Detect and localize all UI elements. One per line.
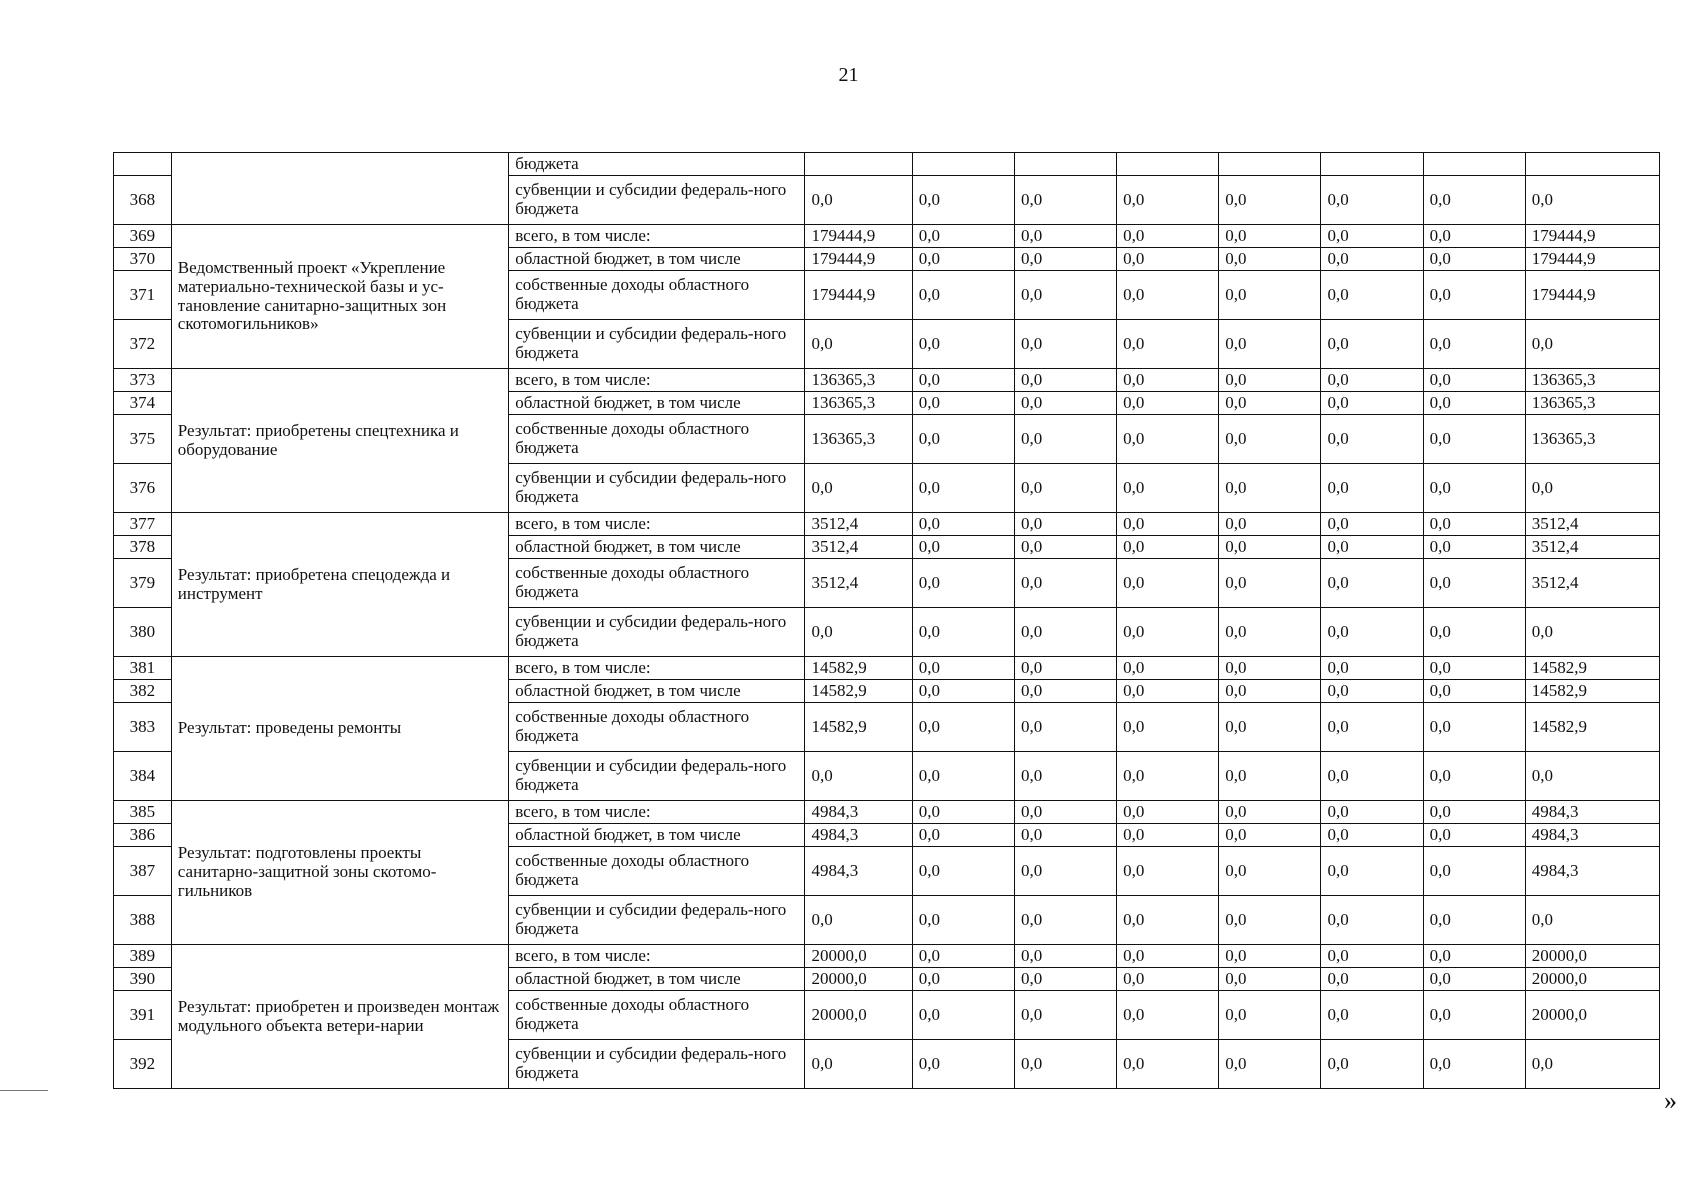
value-cell: 0,0: [1014, 1040, 1116, 1089]
value-cell: 0,0: [1525, 752, 1659, 801]
value-cell: 0,0: [912, 991, 1014, 1040]
row-number-cell: 390: [114, 968, 172, 991]
value-cell: 3512,4: [1525, 513, 1659, 536]
value-cell: 0,0: [1525, 1040, 1659, 1089]
value-cell: [1014, 153, 1116, 176]
value-cell: 14582,9: [1525, 703, 1659, 752]
value-cell: 0,0: [1219, 271, 1321, 320]
row-number-cell: [114, 153, 172, 176]
value-cell: 0,0: [912, 608, 1014, 657]
value-cell: 0,0: [1014, 320, 1116, 369]
row-number-cell: 388: [114, 896, 172, 945]
item-name-cell: Результат: проведены ремонты: [171, 657, 508, 801]
value-cell: 136365,3: [1525, 369, 1659, 392]
value-cell: 0,0: [1525, 896, 1659, 945]
row-number-cell: 369: [114, 225, 172, 248]
funding-source-cell: собственные доходы областного бюджета: [509, 703, 805, 752]
value-cell: 0,0: [1219, 824, 1321, 847]
value-cell: 0,0: [1321, 657, 1423, 680]
value-cell: 0,0: [1423, 559, 1525, 608]
row-number-cell: 377: [114, 513, 172, 536]
value-cell: 0,0: [1423, 847, 1525, 896]
value-cell: 0,0: [1014, 968, 1116, 991]
value-cell: 0,0: [912, 847, 1014, 896]
value-cell: [1321, 153, 1423, 176]
row-number-cell: 381: [114, 657, 172, 680]
value-cell: 0,0: [1423, 513, 1525, 536]
funding-source-cell: областной бюджет, в том числе: [509, 392, 805, 415]
value-cell: 0,0: [1219, 991, 1321, 1040]
value-cell: 0,0: [1014, 464, 1116, 513]
value-cell: 0,0: [1117, 847, 1219, 896]
value-cell: 0,0: [912, 415, 1014, 464]
value-cell: 0,0: [1014, 991, 1116, 1040]
table-row: [114, 369, 1660, 392]
value-cell: 0,0: [1423, 608, 1525, 657]
value-cell: 0,0: [1117, 680, 1219, 703]
value-cell: 0,0: [1219, 464, 1321, 513]
value-cell: 0,0: [1219, 968, 1321, 991]
value-cell: 0,0: [1219, 559, 1321, 608]
value-cell: 0,0: [1014, 824, 1116, 847]
row-number-cell: 376: [114, 464, 172, 513]
value-cell: 0,0: [1117, 968, 1219, 991]
value-cell: 0,0: [1117, 1040, 1219, 1089]
value-cell: 0,0: [1117, 415, 1219, 464]
value-cell: 0,0: [1423, 320, 1525, 369]
value-cell: 0,0: [912, 703, 1014, 752]
table-row: [114, 225, 1660, 248]
value-cell: 0,0: [1219, 801, 1321, 824]
value-cell: 4984,3: [805, 847, 912, 896]
row-number-cell: 372: [114, 320, 172, 369]
funding-source-cell: собственные доходы областного бюджета: [509, 271, 805, 320]
funding-source-cell: всего, в том числе:: [509, 801, 805, 824]
value-cell: 0,0: [1014, 608, 1116, 657]
value-cell: 0,0: [1423, 176, 1525, 225]
value-cell: 0,0: [805, 464, 912, 513]
value-cell: 14582,9: [1525, 680, 1659, 703]
funding-source-cell: субвенции и субсидии федераль-ного бюджета: [509, 752, 805, 801]
row-number-cell: 374: [114, 392, 172, 415]
value-cell: 0,0: [1219, 392, 1321, 415]
value-cell: 0,0: [1219, 536, 1321, 559]
value-cell: 14582,9: [805, 703, 912, 752]
value-cell: 0,0: [1423, 1040, 1525, 1089]
value-cell: 0,0: [805, 320, 912, 369]
value-cell: [1423, 153, 1525, 176]
scan-margin-line: [0, 1090, 48, 1091]
row-number-cell: 375: [114, 415, 172, 464]
value-cell: 20000,0: [805, 968, 912, 991]
value-cell: 0,0: [1219, 225, 1321, 248]
value-cell: 0,0: [1219, 513, 1321, 536]
row-number-cell: 371: [114, 271, 172, 320]
funding-source-cell: субвенции и субсидии федераль-ного бюджета: [509, 608, 805, 657]
funding-source-cell: субвенции и субсидии федераль-ного бюджета: [509, 320, 805, 369]
value-cell: 0,0: [1014, 559, 1116, 608]
table-row: [114, 801, 1660, 824]
value-cell: 0,0: [1014, 752, 1116, 801]
funding-source-cell: собственные доходы областного бюджета: [509, 415, 805, 464]
funding-source-cell: бюджета: [509, 153, 805, 176]
row-number-cell: 389: [114, 945, 172, 968]
value-cell: 0,0: [1117, 896, 1219, 945]
value-cell: 0,0: [1219, 680, 1321, 703]
row-number-cell: 383: [114, 703, 172, 752]
funding-source-cell: всего, в том числе:: [509, 369, 805, 392]
value-cell: 0,0: [1423, 392, 1525, 415]
row-number-cell: 386: [114, 824, 172, 847]
value-cell: 0,0: [1321, 225, 1423, 248]
table-row: [114, 513, 1660, 536]
value-cell: 14582,9: [805, 657, 912, 680]
row-number-cell: 379: [114, 559, 172, 608]
value-cell: [1117, 153, 1219, 176]
value-cell: 0,0: [1117, 991, 1219, 1040]
value-cell: 0,0: [1423, 991, 1525, 1040]
value-cell: 0,0: [1014, 896, 1116, 945]
value-cell: 0,0: [1219, 896, 1321, 945]
value-cell: 0,0: [1117, 271, 1219, 320]
value-cell: 3512,4: [805, 513, 912, 536]
value-cell: 136365,3: [1525, 415, 1659, 464]
budget-table-body: [114, 153, 1660, 1089]
value-cell: 0,0: [912, 320, 1014, 369]
value-cell: 0,0: [1321, 945, 1423, 968]
value-cell: 0,0: [1525, 464, 1659, 513]
page-number: 21: [838, 64, 859, 86]
value-cell: 0,0: [1423, 369, 1525, 392]
funding-source-cell: субвенции и субсидии федераль-ного бюджета: [509, 176, 805, 225]
funding-source-cell: субвенции и субсидии федераль-ного бюджета: [509, 1040, 805, 1089]
value-cell: 0,0: [1321, 176, 1423, 225]
value-cell: 0,0: [912, 271, 1014, 320]
value-cell: 4984,3: [805, 801, 912, 824]
value-cell: 0,0: [912, 536, 1014, 559]
value-cell: 179444,9: [805, 225, 912, 248]
value-cell: 0,0: [1117, 320, 1219, 369]
value-cell: 179444,9: [805, 248, 912, 271]
item-name-cell: Результат: приобретен и произведен монтаж модульного объекта ветери-нарии: [171, 945, 508, 1089]
value-cell: 0,0: [1321, 680, 1423, 703]
value-cell: 0,0: [912, 680, 1014, 703]
value-cell: 0,0: [1219, 320, 1321, 369]
value-cell: 0,0: [1117, 248, 1219, 271]
value-cell: 20000,0: [1525, 945, 1659, 968]
funding-source-cell: всего, в том числе:: [509, 945, 805, 968]
row-number-cell: 380: [114, 608, 172, 657]
value-cell: 0,0: [1525, 320, 1659, 369]
value-cell: 0,0: [912, 464, 1014, 513]
table-row: [114, 945, 1660, 968]
value-cell: 0,0: [1117, 657, 1219, 680]
row-number-cell: 378: [114, 536, 172, 559]
value-cell: 0,0: [1321, 968, 1423, 991]
row-number-cell: 385: [114, 801, 172, 824]
value-cell: 0,0: [1321, 415, 1423, 464]
value-cell: 0,0: [1219, 176, 1321, 225]
value-cell: 0,0: [1423, 657, 1525, 680]
value-cell: 0,0: [912, 559, 1014, 608]
value-cell: 179444,9: [805, 271, 912, 320]
value-cell: 0,0: [1525, 176, 1659, 225]
value-cell: 0,0: [1423, 415, 1525, 464]
value-cell: 0,0: [1423, 801, 1525, 824]
value-cell: 0,0: [1014, 801, 1116, 824]
value-cell: 0,0: [1423, 248, 1525, 271]
value-cell: 14582,9: [805, 680, 912, 703]
value-cell: 179444,9: [1525, 225, 1659, 248]
row-number-cell: 382: [114, 680, 172, 703]
table-row: [114, 657, 1660, 680]
value-cell: 4984,3: [1525, 824, 1659, 847]
row-number-cell: 387: [114, 847, 172, 896]
value-cell: 0,0: [805, 1040, 912, 1089]
funding-source-cell: областной бюджет, в том числе: [509, 536, 805, 559]
value-cell: 0,0: [1014, 536, 1116, 559]
value-cell: 136365,3: [805, 415, 912, 464]
value-cell: 14582,9: [1525, 657, 1659, 680]
value-cell: 0,0: [912, 369, 1014, 392]
value-cell: 20000,0: [1525, 991, 1659, 1040]
value-cell: 0,0: [1321, 513, 1423, 536]
value-cell: 0,0: [1117, 945, 1219, 968]
value-cell: 0,0: [1525, 608, 1659, 657]
item-name-cell: Результат: приобретены спецтехника и оборудование: [171, 369, 508, 513]
value-cell: 0,0: [1321, 320, 1423, 369]
value-cell: 0,0: [912, 392, 1014, 415]
value-cell: 20000,0: [805, 945, 912, 968]
value-cell: 0,0: [1014, 513, 1116, 536]
value-cell: 0,0: [1423, 680, 1525, 703]
closing-quote: »: [1664, 1086, 1677, 1115]
value-cell: 0,0: [1423, 824, 1525, 847]
value-cell: 0,0: [1321, 559, 1423, 608]
value-cell: 0,0: [1321, 392, 1423, 415]
value-cell: 0,0: [1014, 847, 1116, 896]
item-name-cell: Ведомственный проект «Укрепление материально-технической базы и ус-тановление санитарно-защитных зон скотомогильников»: [171, 225, 508, 369]
row-number-cell: 384: [114, 752, 172, 801]
value-cell: 0,0: [1321, 847, 1423, 896]
value-cell: 0,0: [1423, 703, 1525, 752]
funding-source-cell: всего, в том числе:: [509, 225, 805, 248]
value-cell: 0,0: [805, 752, 912, 801]
value-cell: 0,0: [1423, 464, 1525, 513]
value-cell: 0,0: [912, 225, 1014, 248]
value-cell: 0,0: [1423, 271, 1525, 320]
row-number-cell: 370: [114, 248, 172, 271]
value-cell: 0,0: [1117, 703, 1219, 752]
value-cell: 0,0: [1423, 896, 1525, 945]
value-cell: 0,0: [1219, 369, 1321, 392]
value-cell: 0,0: [1117, 608, 1219, 657]
value-cell: 0,0: [1117, 559, 1219, 608]
funding-source-cell: субвенции и субсидии федераль-ного бюджета: [509, 896, 805, 945]
value-cell: 20000,0: [805, 991, 912, 1040]
value-cell: 0,0: [805, 608, 912, 657]
value-cell: 0,0: [1321, 271, 1423, 320]
item-name-cell: [171, 153, 508, 225]
value-cell: 0,0: [1117, 369, 1219, 392]
row-number-cell: 391: [114, 991, 172, 1040]
value-cell: 0,0: [1321, 536, 1423, 559]
value-cell: 0,0: [1117, 176, 1219, 225]
funding-source-cell: субвенции и субсидии федераль-ного бюджета: [509, 464, 805, 513]
value-cell: 0,0: [1014, 680, 1116, 703]
value-cell: 0,0: [1117, 225, 1219, 248]
value-cell: 0,0: [1219, 703, 1321, 752]
value-cell: 20000,0: [1525, 968, 1659, 991]
value-cell: 4984,3: [805, 824, 912, 847]
value-cell: 0,0: [1321, 801, 1423, 824]
value-cell: 0,0: [912, 657, 1014, 680]
funding-source-cell: всего, в том числе:: [509, 513, 805, 536]
value-cell: 0,0: [1321, 824, 1423, 847]
value-cell: 0,0: [1219, 657, 1321, 680]
value-cell: 0,0: [912, 824, 1014, 847]
value-cell: 0,0: [1014, 703, 1116, 752]
value-cell: 3512,4: [1525, 536, 1659, 559]
value-cell: 0,0: [1219, 847, 1321, 896]
value-cell: 0,0: [1117, 536, 1219, 559]
value-cell: 0,0: [1219, 608, 1321, 657]
value-cell: 4984,3: [1525, 801, 1659, 824]
value-cell: 0,0: [1423, 968, 1525, 991]
value-cell: 0,0: [1117, 752, 1219, 801]
value-cell: 0,0: [805, 896, 912, 945]
value-cell: 0,0: [1014, 369, 1116, 392]
value-cell: 0,0: [1423, 225, 1525, 248]
value-cell: 3512,4: [805, 536, 912, 559]
funding-source-cell: областной бюджет, в том числе: [509, 824, 805, 847]
row-number-cell: 392: [114, 1040, 172, 1089]
value-cell: 0,0: [1321, 369, 1423, 392]
value-cell: 0,0: [912, 513, 1014, 536]
funding-source-cell: собственные доходы областного бюджета: [509, 559, 805, 608]
funding-source-cell: собственные доходы областного бюджета: [509, 991, 805, 1040]
value-cell: 0,0: [1014, 657, 1116, 680]
value-cell: 0,0: [1014, 392, 1116, 415]
value-cell: 0,0: [1321, 248, 1423, 271]
value-cell: [805, 153, 912, 176]
value-cell: 0,0: [1423, 752, 1525, 801]
value-cell: 0,0: [1014, 176, 1116, 225]
value-cell: 0,0: [912, 1040, 1014, 1089]
value-cell: 4984,3: [1525, 847, 1659, 896]
value-cell: 0,0: [1423, 945, 1525, 968]
value-cell: 0,0: [912, 248, 1014, 271]
item-name-cell: Результат: подготовлены проекты санитарно-защитной зоны скотомо-гильников: [171, 801, 508, 945]
value-cell: 0,0: [1321, 703, 1423, 752]
value-cell: 0,0: [1014, 271, 1116, 320]
value-cell: 0,0: [1321, 752, 1423, 801]
value-cell: 0,0: [1014, 248, 1116, 271]
value-cell: 3512,4: [1525, 559, 1659, 608]
value-cell: 0,0: [1219, 1040, 1321, 1089]
row-number-cell: 368: [114, 176, 172, 225]
value-cell: [912, 153, 1014, 176]
value-cell: 0,0: [1014, 225, 1116, 248]
value-cell: 179444,9: [1525, 248, 1659, 271]
funding-source-cell: областной бюджет, в том числе: [509, 968, 805, 991]
value-cell: 136365,3: [805, 369, 912, 392]
value-cell: 0,0: [1219, 752, 1321, 801]
value-cell: 0,0: [805, 176, 912, 225]
value-cell: 179444,9: [1525, 271, 1659, 320]
value-cell: 136365,3: [1525, 392, 1659, 415]
value-cell: 0,0: [912, 801, 1014, 824]
value-cell: [1525, 153, 1659, 176]
value-cell: 0,0: [1321, 1040, 1423, 1089]
value-cell: 3512,4: [805, 559, 912, 608]
value-cell: 0,0: [1014, 415, 1116, 464]
value-cell: 0,0: [1423, 536, 1525, 559]
table-row: [114, 153, 1660, 176]
value-cell: 0,0: [1219, 415, 1321, 464]
funding-source-cell: всего, в том числе:: [509, 657, 805, 680]
value-cell: 0,0: [912, 945, 1014, 968]
value-cell: 0,0: [912, 968, 1014, 991]
item-name-cell: Результат: приобретена спецодежда и инструмент: [171, 513, 508, 657]
value-cell: 0,0: [1321, 896, 1423, 945]
value-cell: 0,0: [1117, 513, 1219, 536]
funding-source-cell: собственные доходы областного бюджета: [509, 847, 805, 896]
funding-source-cell: областной бюджет, в том числе: [509, 680, 805, 703]
value-cell: 136365,3: [805, 392, 912, 415]
funding-source-cell: областной бюджет, в том числе: [509, 248, 805, 271]
budget-table: [113, 152, 1660, 1089]
value-cell: 0,0: [1117, 801, 1219, 824]
row-number-cell: 373: [114, 369, 172, 392]
value-cell: 0,0: [912, 896, 1014, 945]
value-cell: 0,0: [1014, 945, 1116, 968]
value-cell: 0,0: [1219, 248, 1321, 271]
value-cell: 0,0: [1117, 464, 1219, 513]
value-cell: 0,0: [1321, 608, 1423, 657]
value-cell: 0,0: [912, 176, 1014, 225]
value-cell: 0,0: [1117, 392, 1219, 415]
value-cell: 0,0: [1219, 945, 1321, 968]
value-cell: 0,0: [1117, 824, 1219, 847]
value-cell: 0,0: [1321, 464, 1423, 513]
value-cell: 0,0: [1321, 991, 1423, 1040]
value-cell: [1219, 153, 1321, 176]
value-cell: 0,0: [912, 752, 1014, 801]
